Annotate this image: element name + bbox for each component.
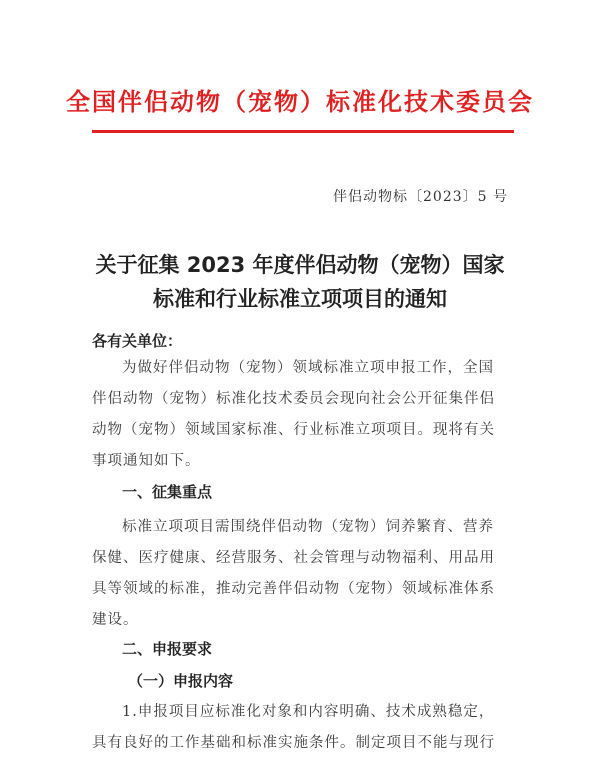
paragraph-line: 建设。 — [92, 612, 139, 628]
paragraph-line: 具有良好的工作基础和标准实施条件。制定项目不能与现行 — [92, 735, 495, 751]
intro-paragraph — [92, 353, 516, 477]
organization-header: 全国伴侣动物（宠物）标准化技术委员会 — [66, 88, 534, 116]
paragraph-line: 伴侣动物（宠物）标准化技术委员会现向社会公开征集伴侣 — [92, 391, 495, 407]
paragraph-line: 动物（宠物）领域国家标准、行业标准立项项目。现将有关 — [92, 422, 495, 438]
paragraph-line: 1.申报项目应标准化对象和内容明确、技术成熟稳定， — [122, 704, 495, 720]
section1-paragraph — [92, 512, 516, 636]
section-heading-requirements: 二、申报要求 — [122, 640, 213, 658]
paragraph-line: 保健、医疗健康、经营服务、社会管理与动物福利、用品用 — [92, 550, 495, 566]
document-number: 伴侣动物标〔2023〕5 号 — [333, 189, 508, 205]
subsection-heading-content: （一）申报内容 — [128, 672, 234, 690]
salutation: 各有关单位： — [92, 332, 183, 350]
paragraph-line: 事项通知如下。 — [92, 453, 201, 469]
section-heading-focus: 一、征集重点 — [122, 483, 213, 501]
paragraph-line: 具等领域的标准，推动完善伴侣动物（宠物）领域标准体系 — [92, 581, 495, 597]
subsection1-paragraph — [92, 697, 516, 759]
paragraph-line: 为做好伴侣动物（宠物）领域标准立项申报工作，全国 — [122, 360, 494, 376]
title-line: 标准和行业标准立项项目的通知 — [153, 287, 447, 311]
paragraph-line: 标准立项项目需围绕伴侣动物（宠物）饲养繁育、营养 — [122, 519, 494, 535]
title-line: 关于征集 2023 年度伴侣动物（宠物）国家 — [95, 253, 505, 277]
header-divider — [92, 130, 514, 133]
document-title — [0, 248, 600, 316]
